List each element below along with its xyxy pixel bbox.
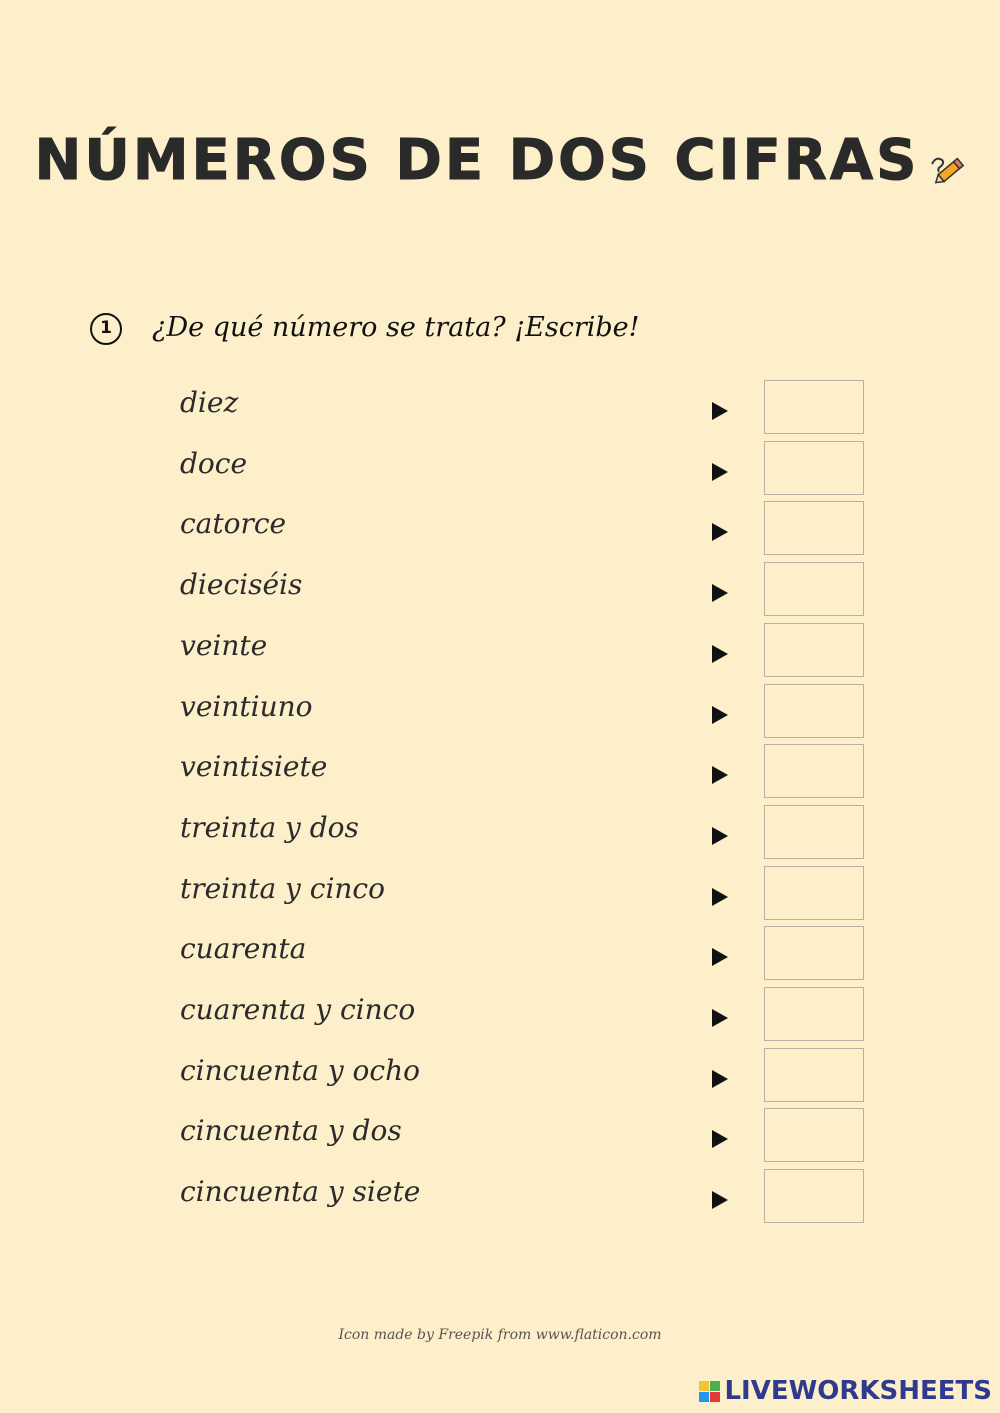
exercise-instruction xyxy=(90,312,640,345)
instruction-text: ¿De qué número se trata? ¡Escribe! xyxy=(152,312,640,343)
play-arrow-icon xyxy=(712,463,728,481)
exercise-row xyxy=(0,744,1000,802)
number-word: treinta y cinco xyxy=(180,871,385,905)
exercise-row xyxy=(0,684,1000,742)
number-word: dieciséis xyxy=(180,568,303,602)
exercise-row xyxy=(0,1048,1000,1106)
badge-cell xyxy=(710,1381,720,1391)
exercise-row xyxy=(0,562,1000,620)
answer-input[interactable] xyxy=(764,1048,864,1102)
number-word: veintiuno xyxy=(180,689,313,723)
play-arrow-icon xyxy=(712,1070,728,1088)
play-arrow-icon xyxy=(712,523,728,541)
play-arrow-icon xyxy=(712,645,728,663)
number-word: cincuenta y dos xyxy=(180,1114,402,1148)
worksheet-title xyxy=(0,128,1000,193)
exercise-row xyxy=(0,380,1000,438)
number-word: catorce xyxy=(180,507,287,541)
number-word: cuarenta y cinco xyxy=(180,993,416,1026)
play-arrow-icon xyxy=(712,1130,728,1148)
badge-cell xyxy=(699,1381,709,1391)
answer-input[interactable] xyxy=(764,684,864,738)
exercise-row xyxy=(0,623,1000,681)
exercise-row xyxy=(0,1108,1000,1166)
play-arrow-icon xyxy=(712,948,728,966)
play-arrow-icon xyxy=(712,706,728,724)
exercise-row xyxy=(0,987,1000,1045)
answer-input[interactable] xyxy=(764,987,864,1041)
attribution-footer: Icon made by Freepik from www.flaticon.com xyxy=(338,1327,662,1343)
answer-input[interactable] xyxy=(764,744,864,798)
number-word: diez xyxy=(180,386,239,419)
play-arrow-icon xyxy=(712,584,728,602)
answer-input[interactable] xyxy=(764,562,864,616)
play-arrow-icon xyxy=(712,888,728,906)
badge-cell xyxy=(699,1392,709,1402)
exercise-row xyxy=(0,866,1000,924)
answer-input[interactable] xyxy=(764,623,864,677)
liveworksheets-badge-icon xyxy=(699,1381,720,1402)
play-arrow-icon xyxy=(712,827,728,845)
badge-cell xyxy=(710,1392,720,1402)
exercise-row xyxy=(0,441,1000,499)
answer-input[interactable] xyxy=(764,501,864,555)
number-word: cuarenta xyxy=(180,932,307,966)
play-arrow-icon xyxy=(712,402,728,420)
exercise-number: 1 xyxy=(90,313,122,345)
number-word: cincuenta y siete xyxy=(180,1175,421,1209)
play-arrow-icon xyxy=(712,766,728,784)
answer-input[interactable] xyxy=(764,926,864,980)
liveworksheets-wordmark: LIVEWORKSHEETS xyxy=(724,1376,992,1406)
play-arrow-icon xyxy=(712,1191,728,1209)
play-arrow-icon xyxy=(712,1009,728,1027)
answer-input[interactable] xyxy=(764,441,864,495)
title-text: NÚMEROS DE DOS CIFRAS xyxy=(34,128,920,193)
exercise-row xyxy=(0,926,1000,984)
liveworksheets-logo[interactable] xyxy=(699,1376,992,1406)
answer-input[interactable] xyxy=(764,1108,864,1162)
number-word: treinta y dos xyxy=(180,810,359,844)
exercise-row xyxy=(0,1169,1000,1227)
answer-input[interactable] xyxy=(764,866,864,920)
pencil-icon xyxy=(924,137,966,179)
number-word: doce xyxy=(180,446,248,480)
number-word: veintisiete xyxy=(180,750,328,784)
number-word: veinte xyxy=(180,628,268,662)
answer-input[interactable] xyxy=(764,1169,864,1223)
answer-input[interactable] xyxy=(764,380,864,434)
exercise-row xyxy=(0,501,1000,559)
answer-input[interactable] xyxy=(764,805,864,859)
number-word: cincuenta y ocho xyxy=(180,1053,420,1087)
exercise-row xyxy=(0,805,1000,863)
